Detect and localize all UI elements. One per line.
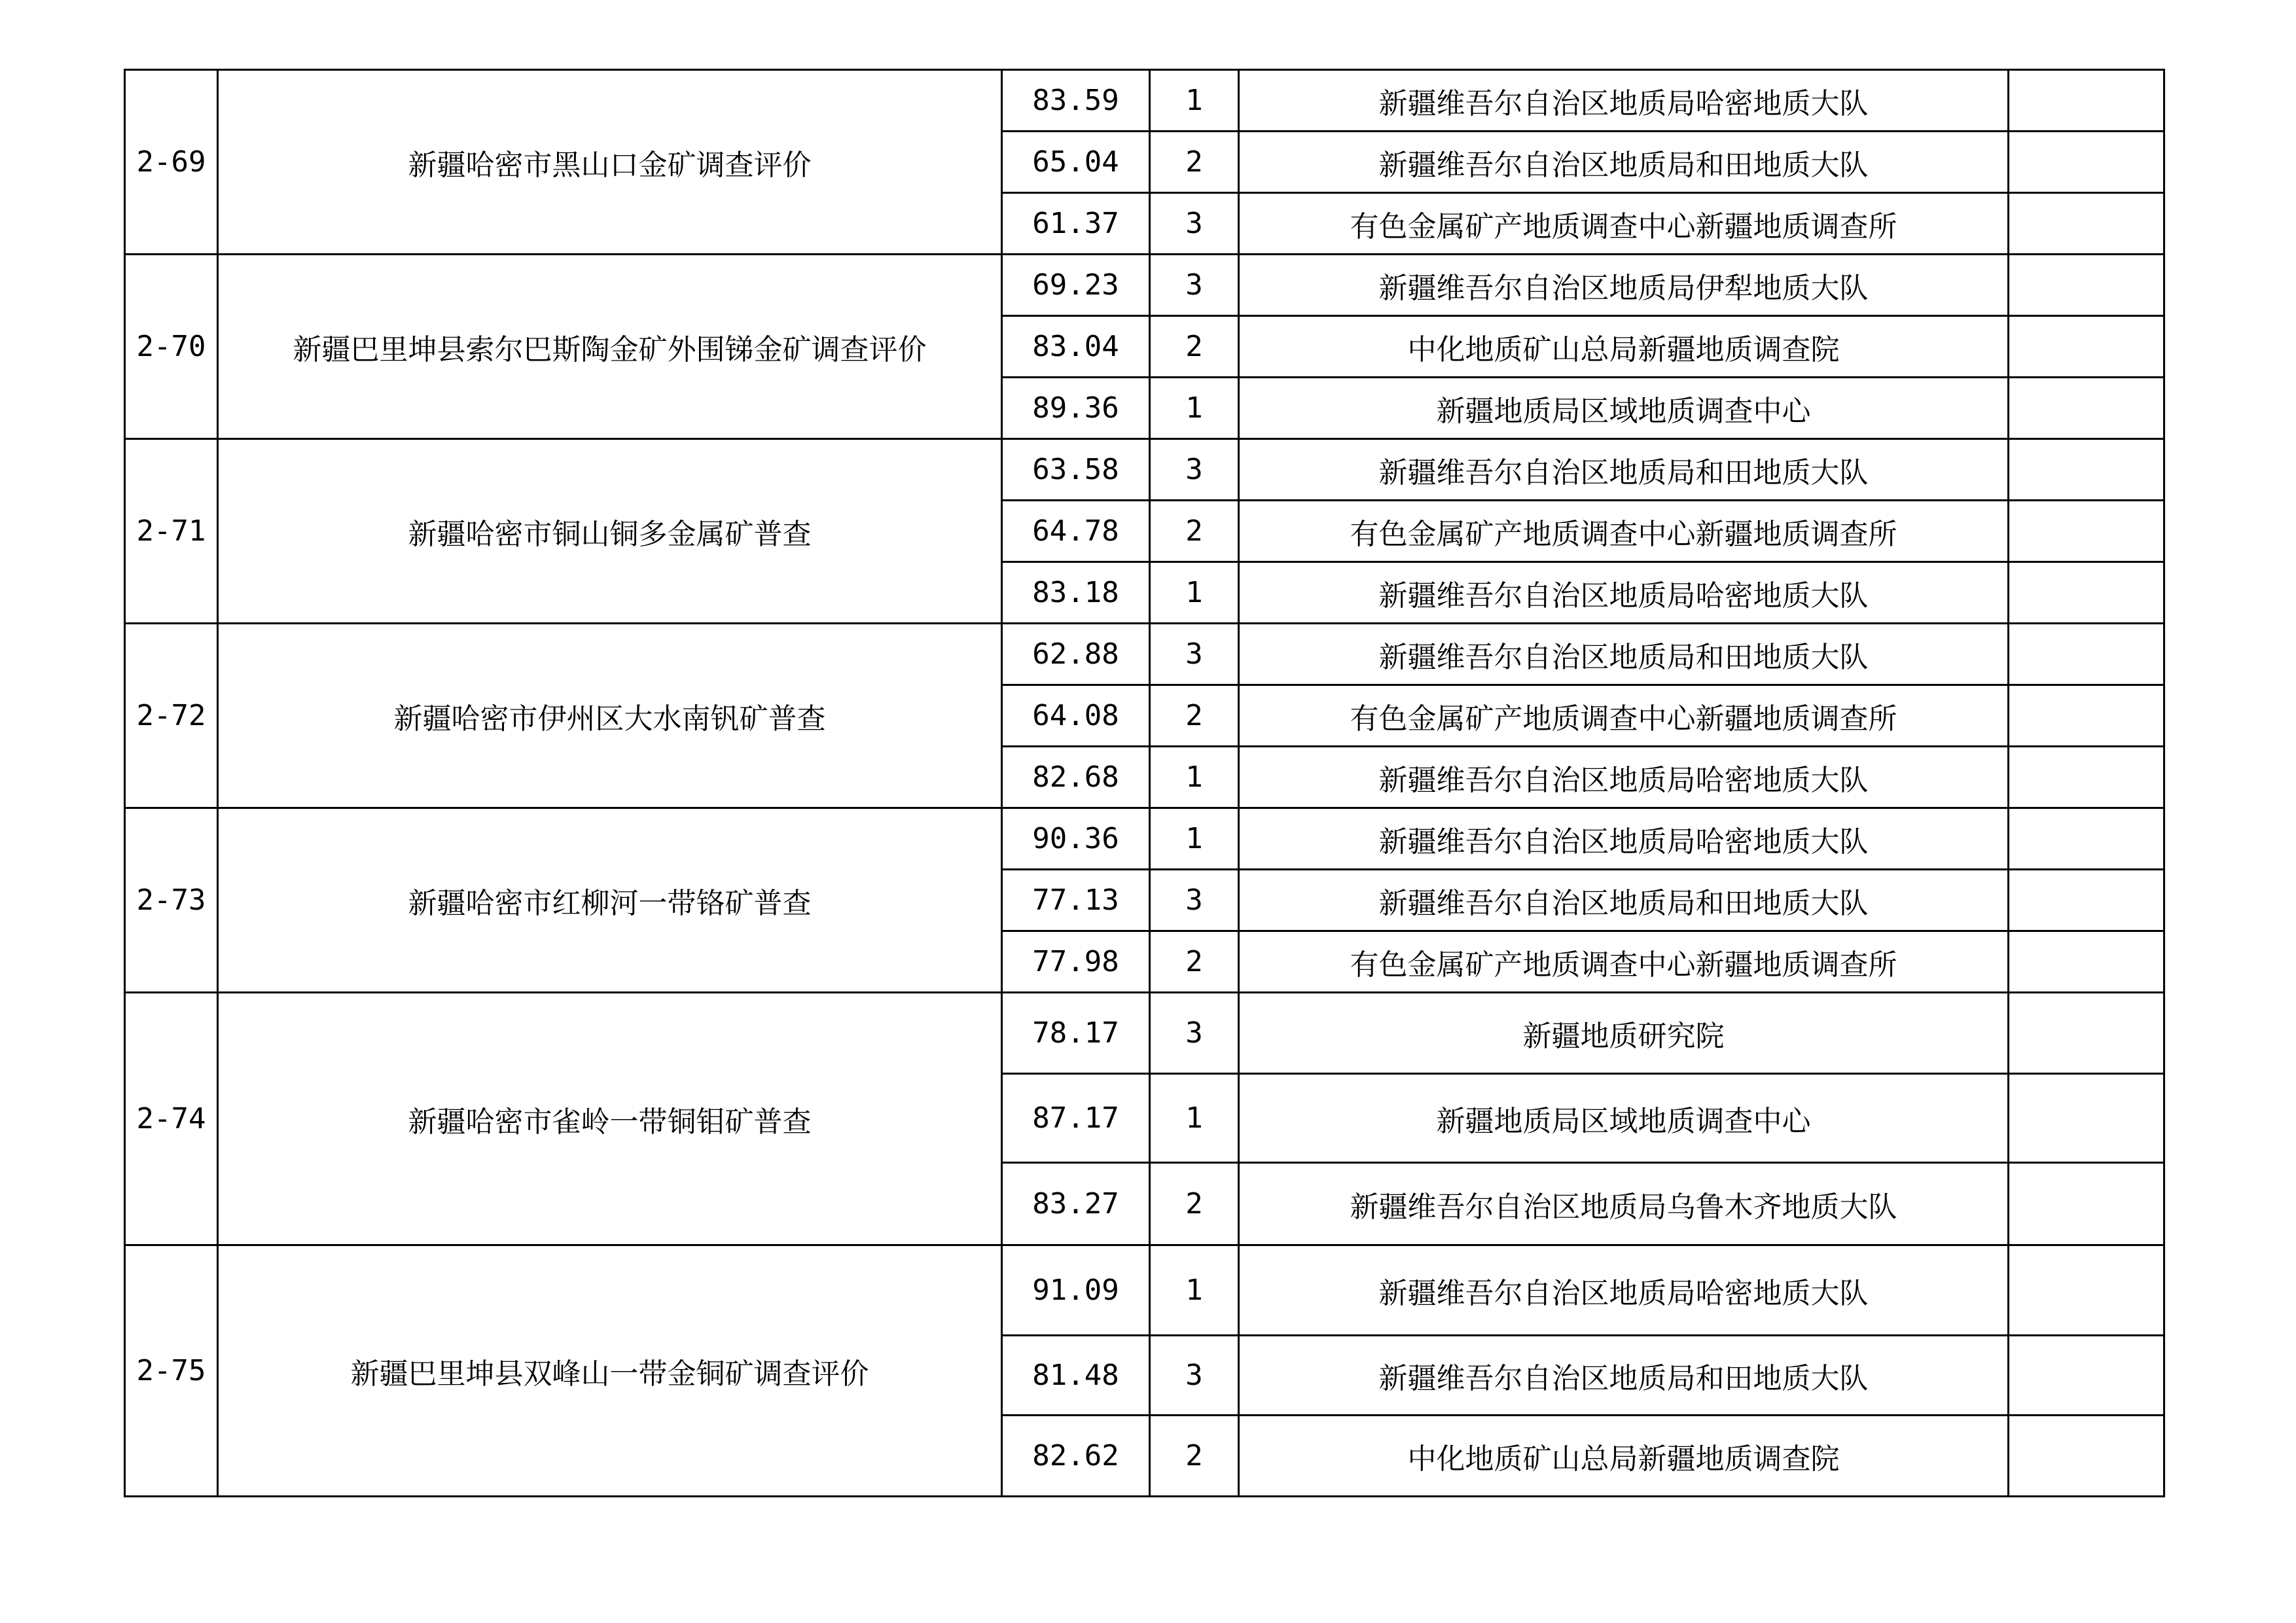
project-name: 新疆哈密市雀岭一带铜钼矿普查 [218,993,1002,1245]
bidder-org: 新疆维吾尔自治区地质局伊犁地质大队 [1239,255,2009,316]
project-id: 2-75 [125,1245,218,1497]
bid-rank: 1 [1150,1074,1239,1163]
remark [2009,808,2164,870]
bid-score: 83.04 [1002,316,1150,378]
bid-score: 83.18 [1002,562,1150,624]
project-name: 新疆哈密市黑山口金矿调查评价 [218,70,1002,255]
table-row [125,1245,2164,1336]
bid-rank: 3 [1150,255,1239,316]
bid-score: 87.17 [1002,1074,1150,1163]
remark [2009,685,2164,747]
bid-rank: 2 [1150,1416,1239,1497]
bidder-org: 新疆维吾尔自治区地质局和田地质大队 [1239,870,2009,931]
bid-score: 82.68 [1002,747,1150,808]
project-id: 2-73 [125,808,218,993]
remark [2009,1416,2164,1497]
bidder-org: 新疆维吾尔自治区地质局哈密地质大队 [1239,1245,2009,1336]
bid-score: 83.27 [1002,1163,1150,1245]
bidder-org: 有色金属矿产地质调查中心新疆地质调查所 [1239,501,2009,562]
project-name: 新疆哈密市铜山铜多金属矿普查 [218,439,1002,624]
table-row [125,70,2164,132]
bidder-org: 有色金属矿产地质调查中心新疆地质调查所 [1239,193,2009,255]
remark [2009,70,2164,132]
bid-score: 83.59 [1002,70,1150,132]
bidder-org: 有色金属矿产地质调查中心新疆地质调查所 [1239,685,2009,747]
bidder-org: 新疆维吾尔自治区地质局和田地质大队 [1239,1336,2009,1416]
bid-score: 90.36 [1002,808,1150,870]
remark [2009,870,2164,931]
bid-rank: 3 [1150,624,1239,685]
bid-rank: 1 [1150,808,1239,870]
bid-rank: 2 [1150,316,1239,378]
project-id: 2-69 [125,70,218,255]
bid-score: 89.36 [1002,378,1150,439]
remark [2009,931,2164,993]
bid-score: 77.13 [1002,870,1150,931]
remark [2009,1245,2164,1336]
remark [2009,993,2164,1074]
bid-rank: 2 [1150,501,1239,562]
bid-score: 91.09 [1002,1245,1150,1336]
remark [2009,1336,2164,1416]
bid-rank: 1 [1150,747,1239,808]
project-id: 2-71 [125,439,218,624]
project-name: 新疆巴里坤县双峰山一带金铜矿调查评价 [218,1245,1002,1497]
bid-score: 64.78 [1002,501,1150,562]
project-name: 新疆哈密市红柳河一带铬矿普查 [218,808,1002,993]
bid-score: 77.98 [1002,931,1150,993]
bid-score: 82.62 [1002,1416,1150,1497]
bid-score: 63.58 [1002,439,1150,501]
bid-score: 78.17 [1002,993,1150,1074]
remark [2009,1074,2164,1163]
bidder-org: 新疆维吾尔自治区地质局哈密地质大队 [1239,562,2009,624]
table-row [125,808,2164,870]
bid-rank: 1 [1150,562,1239,624]
bid-rank: 1 [1150,1245,1239,1336]
bidder-org: 新疆维吾尔自治区地质局和田地质大队 [1239,132,2009,193]
bid-score: 62.88 [1002,624,1150,685]
project-name: 新疆哈密市伊州区大水南钒矿普查 [218,624,1002,808]
table-row [125,993,2164,1074]
bid-rank: 2 [1150,931,1239,993]
bidder-org: 新疆维吾尔自治区地质局和田地质大队 [1239,439,2009,501]
table-row [125,439,2164,501]
remark [2009,747,2164,808]
remark [2009,316,2164,378]
bid-score: 61.37 [1002,193,1150,255]
bidder-org: 新疆维吾尔自治区地质局哈密地质大队 [1239,70,2009,132]
bidder-org: 新疆维吾尔自治区地质局和田地质大队 [1239,624,2009,685]
remark [2009,624,2164,685]
bid-score: 81.48 [1002,1336,1150,1416]
remark [2009,378,2164,439]
remark [2009,562,2164,624]
bid-score: 64.08 [1002,685,1150,747]
bid-results-table [124,69,2165,1497]
table-row [125,624,2164,685]
bidder-org: 新疆地质研究院 [1239,993,2009,1074]
bidder-org: 新疆地质局区域地质调查中心 [1239,378,2009,439]
bid-rank: 2 [1150,1163,1239,1245]
bid-score: 65.04 [1002,132,1150,193]
remark [2009,132,2164,193]
remark [2009,193,2164,255]
bidder-org: 新疆维吾尔自治区地质局哈密地质大队 [1239,747,2009,808]
bid-rank: 3 [1150,870,1239,931]
bid-rank: 1 [1150,378,1239,439]
project-name: 新疆巴里坤县索尔巴斯陶金矿外围锑金矿调查评价 [218,255,1002,439]
bid-score: 69.23 [1002,255,1150,316]
remark [2009,1163,2164,1245]
project-id: 2-72 [125,624,218,808]
bid-rank: 3 [1150,993,1239,1074]
project-id: 2-70 [125,255,218,439]
remark [2009,501,2164,562]
bid-results-body [125,70,2164,1497]
remark [2009,439,2164,501]
bid-rank: 3 [1150,193,1239,255]
bidder-org: 中化地质矿山总局新疆地质调查院 [1239,1416,2009,1497]
bidder-org: 新疆地质局区域地质调查中心 [1239,1074,2009,1163]
bidder-org: 中化地质矿山总局新疆地质调查院 [1239,316,2009,378]
remark [2009,255,2164,316]
bidder-org: 有色金属矿产地质调查中心新疆地质调查所 [1239,931,2009,993]
bid-rank: 1 [1150,70,1239,132]
bid-rank: 3 [1150,439,1239,501]
bid-rank: 3 [1150,1336,1239,1416]
bid-rank: 2 [1150,685,1239,747]
table-row [125,255,2164,316]
bidder-org: 新疆维吾尔自治区地质局哈密地质大队 [1239,808,2009,870]
bidder-org: 新疆维吾尔自治区地质局乌鲁木齐地质大队 [1239,1163,2009,1245]
project-id: 2-74 [125,993,218,1245]
bid-rank: 2 [1150,132,1239,193]
